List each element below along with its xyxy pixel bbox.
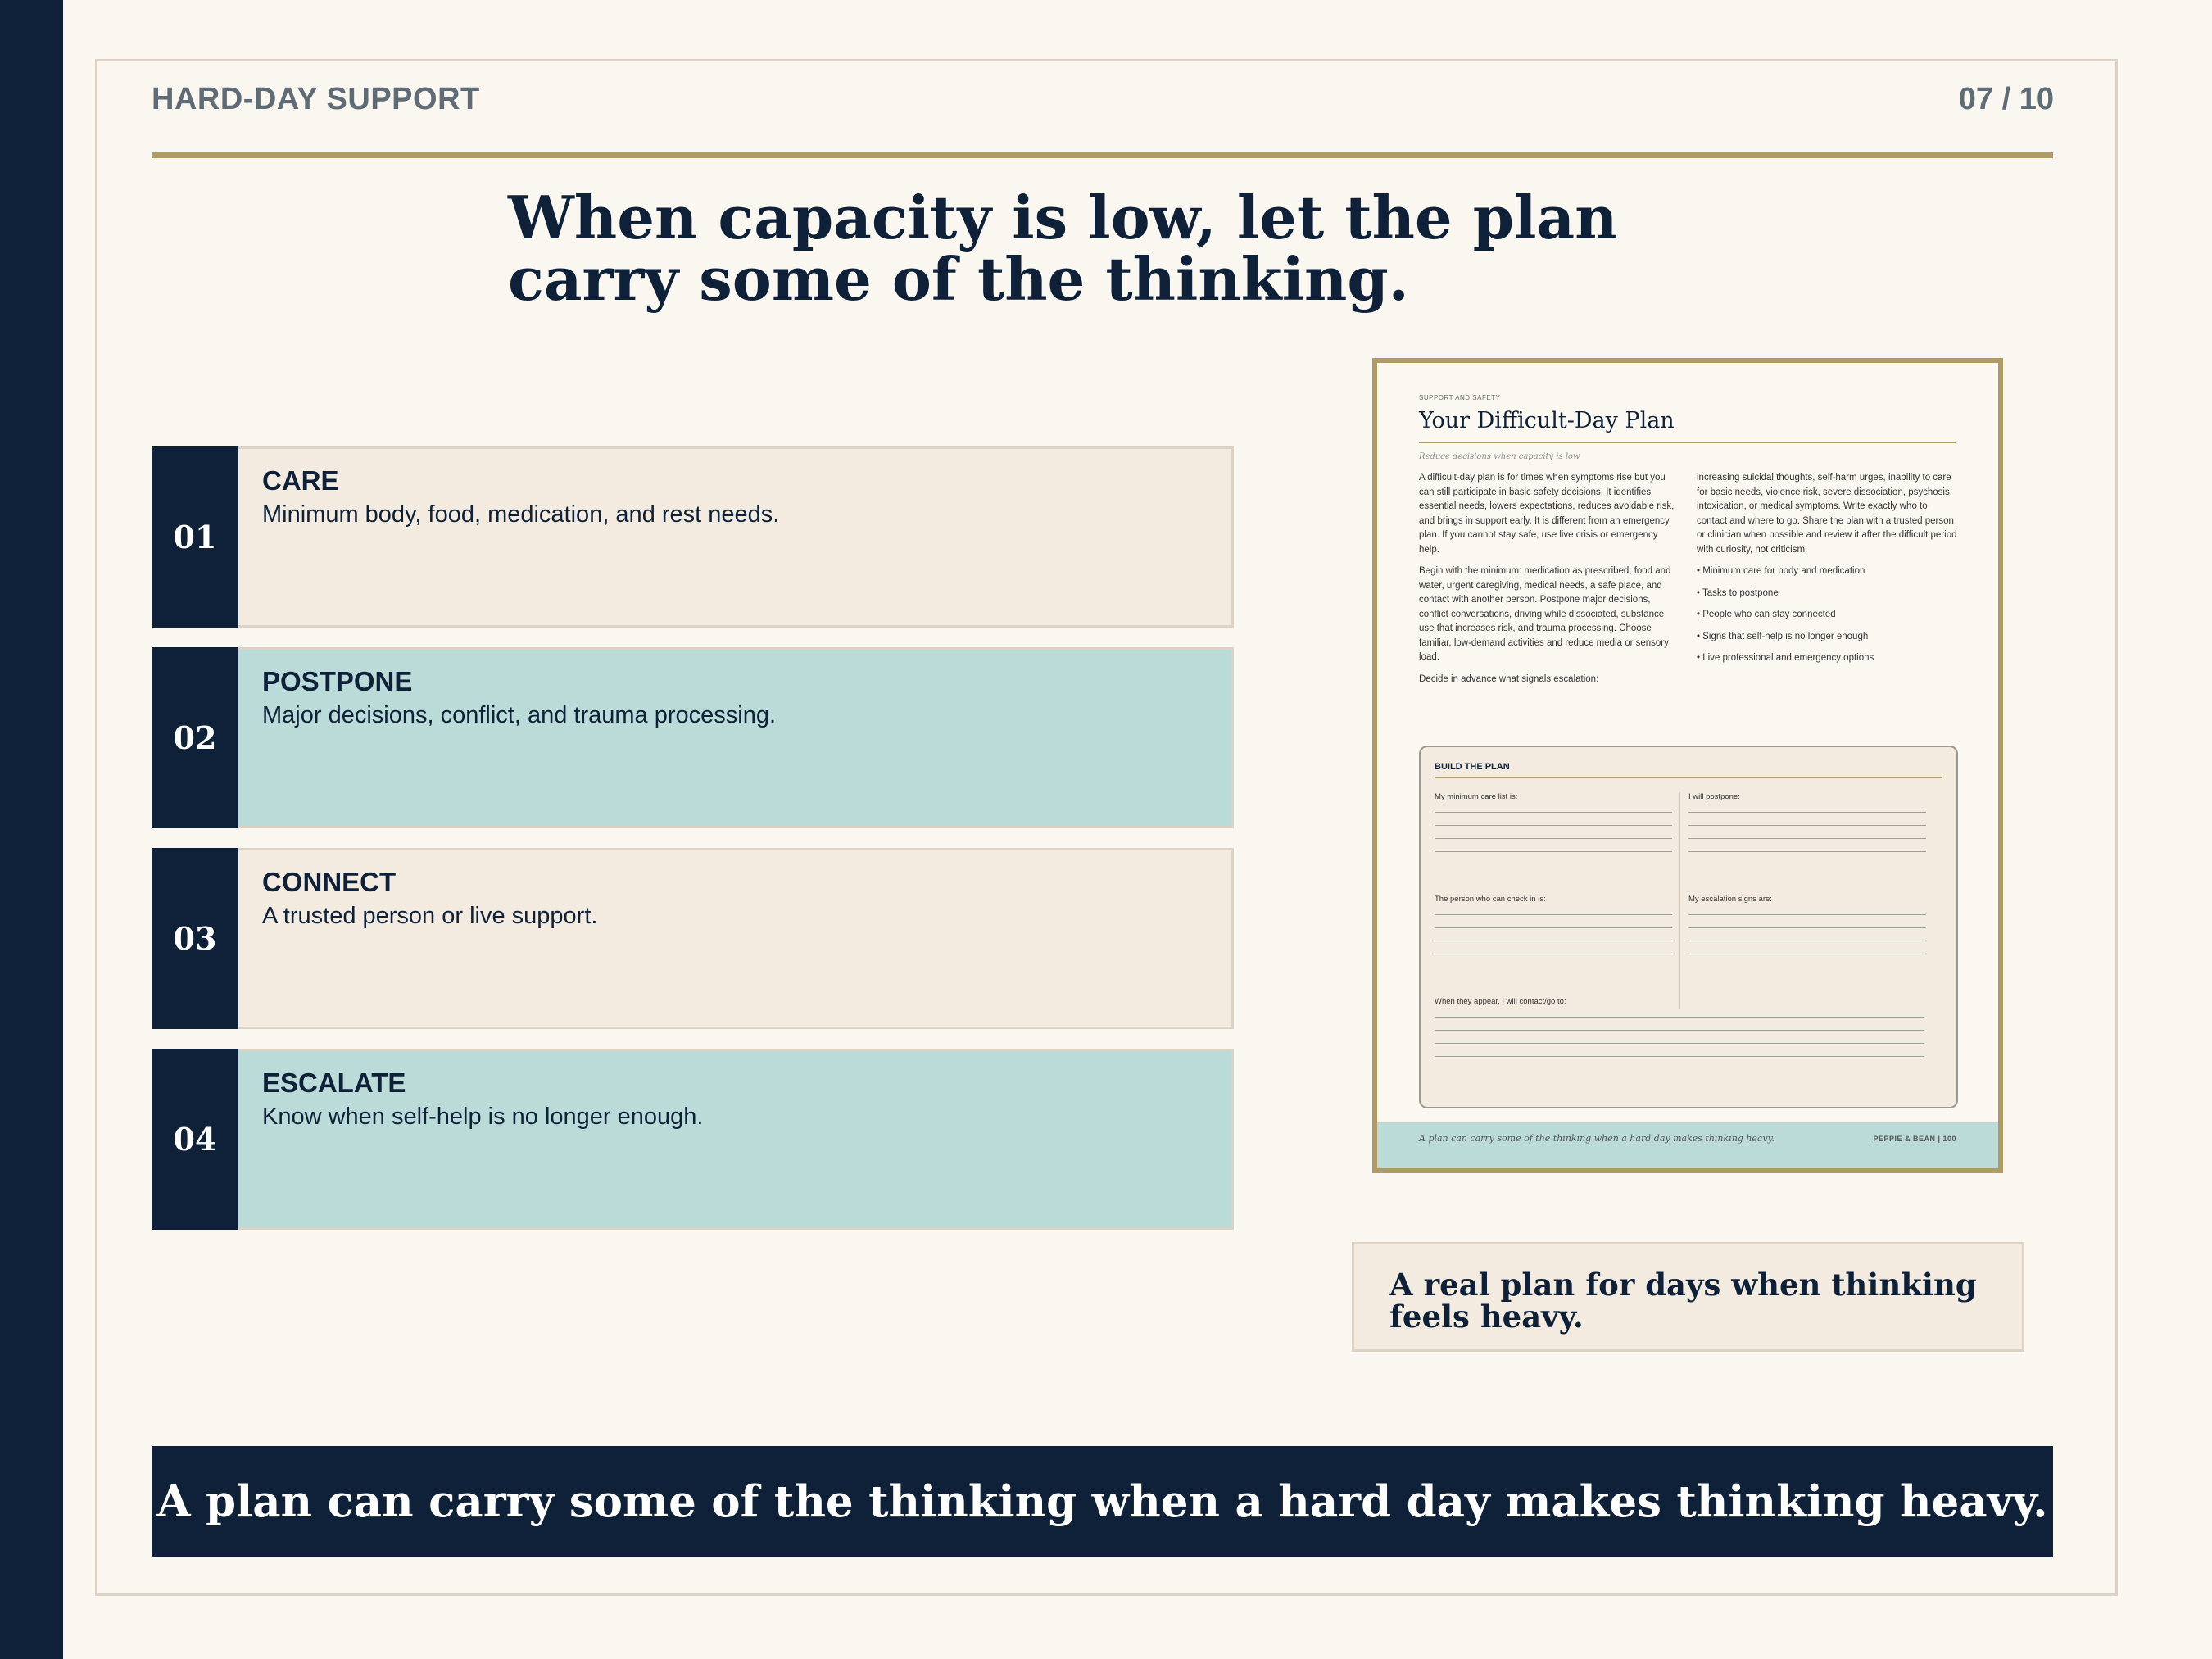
write-line — [1435, 851, 1672, 852]
write-line — [1435, 914, 1672, 915]
step-number: 02 — [152, 647, 238, 828]
step-number: 03 — [152, 848, 238, 1029]
step-number: 04 — [152, 1049, 238, 1230]
write-line — [1435, 927, 1672, 928]
page-title: When capacity is low, let the plan carry some of the thinking. — [508, 183, 1618, 314]
write-line — [1688, 812, 1926, 813]
takeaway-banner — [152, 1446, 2053, 1557]
write-line — [1435, 838, 1672, 839]
field-label: The person who can check in is: — [1435, 895, 1546, 904]
write-line — [1688, 838, 1926, 839]
step-description: A trusted person or live support. — [262, 903, 598, 929]
step-title: CONNECT — [262, 867, 397, 897]
write-line — [1688, 851, 1926, 852]
list-item: • Signs that self-help is no longer enough — [1697, 631, 1869, 641]
step-card-postpone — [152, 647, 1234, 828]
field-contact — [1435, 997, 1924, 1069]
header-rule — [152, 152, 2053, 158]
worksheet-title: Your Difficult-Day Plan — [1419, 408, 1675, 433]
build-plan-divider — [1679, 792, 1680, 1009]
field-postpone — [1688, 792, 1926, 864]
field-check-in-person — [1435, 895, 1672, 967]
section-kicker: HARD-DAY SUPPORT — [152, 82, 480, 116]
write-line — [1688, 825, 1926, 826]
worksheet-preview — [1372, 358, 2003, 1173]
field-label: When they appear, I will contact/go to: — [1435, 997, 1566, 1006]
page-number: 07 / 10 — [1958, 82, 2054, 116]
worksheet-rule — [1419, 442, 1956, 443]
write-line — [1435, 825, 1672, 826]
list-item: • Live professional and emergency options — [1697, 653, 1874, 663]
list-item: • People who can stay connected — [1697, 610, 1836, 619]
build-plan-title: BUILD THE PLAN — [1435, 762, 1510, 772]
write-line — [1435, 1017, 1924, 1018]
build-plan-rule — [1435, 777, 1942, 778]
step-card-escalate — [152, 1049, 1234, 1230]
worksheet-footer-brand: PEPPIE & BEAN | 100 — [1873, 1135, 1956, 1143]
sidebar-strip — [0, 0, 63, 1659]
preview-caption — [1352, 1242, 2024, 1352]
step-number: 01 — [152, 446, 238, 628]
worksheet-paragraph: A difficult-day plan is for times when symptoms rise but you can still participate in basic safety decisions. It identifies essential needs, lowers expectations, reduces avoidable risk, and brings in support early. It is different from an emergency plan. If you cannot stay safe, use live crisis or emergency help. — [1419, 473, 1675, 555]
step-card-care — [152, 446, 1234, 628]
field-label: My minimum care list is: — [1435, 792, 1518, 801]
worksheet-bullet-list — [1697, 564, 1959, 666]
step-description: Major decisions, conflict, and trauma processing. — [262, 702, 777, 728]
field-label: I will postpone: — [1688, 792, 1740, 801]
field-label: My escalation signs are: — [1688, 895, 1772, 904]
worksheet-subtitle: Reduce decisions when capacity is low — [1419, 452, 1580, 461]
worksheet-footer-text: A plan can carry some of the thinking when a hard day makes thinking heavy. — [1419, 1133, 1775, 1144]
write-line — [1435, 1056, 1924, 1057]
worksheet-column-left — [1419, 471, 1679, 694]
worksheet-footer — [1377, 1122, 1998, 1168]
write-line — [1435, 1030, 1924, 1031]
step-description: Know when self-help is no longer enough. — [262, 1104, 704, 1130]
write-line — [1435, 1043, 1924, 1044]
list-item: • Minimum care for body and medication — [1697, 566, 1865, 576]
list-item: • Tasks to postpone — [1697, 587, 1779, 598]
build-plan-box — [1419, 746, 1958, 1108]
worksheet-column-right — [1697, 471, 1959, 673]
worksheet-kicker: SUPPORT AND SAFETY — [1419, 394, 1501, 401]
field-minimum-care — [1435, 792, 1672, 864]
preview-caption-text: A real plan for days when thinking feels heavy. — [1389, 1267, 1977, 1335]
step-title: CARE — [262, 465, 339, 496]
worksheet-paragraph: Decide in advance what signals escalation: — [1419, 673, 1599, 684]
write-line — [1688, 914, 1926, 915]
worksheet-paragraph: increasing suicidal thoughts, self-harm urges, inability to care for basic needs, violence risk, severe dissociation, psychosis, intoxication, or medical symptoms. Write exactly who to contact and where to go. Share the plan with a trusted person or clinician when possible and review it after the difficult period with curiosity, not criticism. — [1697, 473, 1957, 555]
write-line — [1688, 927, 1926, 928]
step-card-connect — [152, 848, 1234, 1029]
takeaway-text: A plan can carry some of the thinking when a hard day makes thinking heavy. — [156, 1476, 2048, 1527]
worksheet-paragraph: Begin with the minimum: medication as prescribed, food and water, urgent caregiving, medical needs, a safe place, and contact with another person. Postpone major decisions, conflict conversations, driving while dissociated, substance use that increases risk, and trauma processing. Choose familiar, low-demand activities and reduce media or sensory load. — [1419, 566, 1671, 662]
step-title: POSTPONE — [262, 666, 413, 696]
write-line — [1435, 812, 1672, 813]
field-escalation-signs — [1688, 895, 1926, 967]
step-title: ESCALATE — [262, 1067, 406, 1098]
step-description: Minimum body, food, medication, and rest needs. — [262, 501, 780, 528]
